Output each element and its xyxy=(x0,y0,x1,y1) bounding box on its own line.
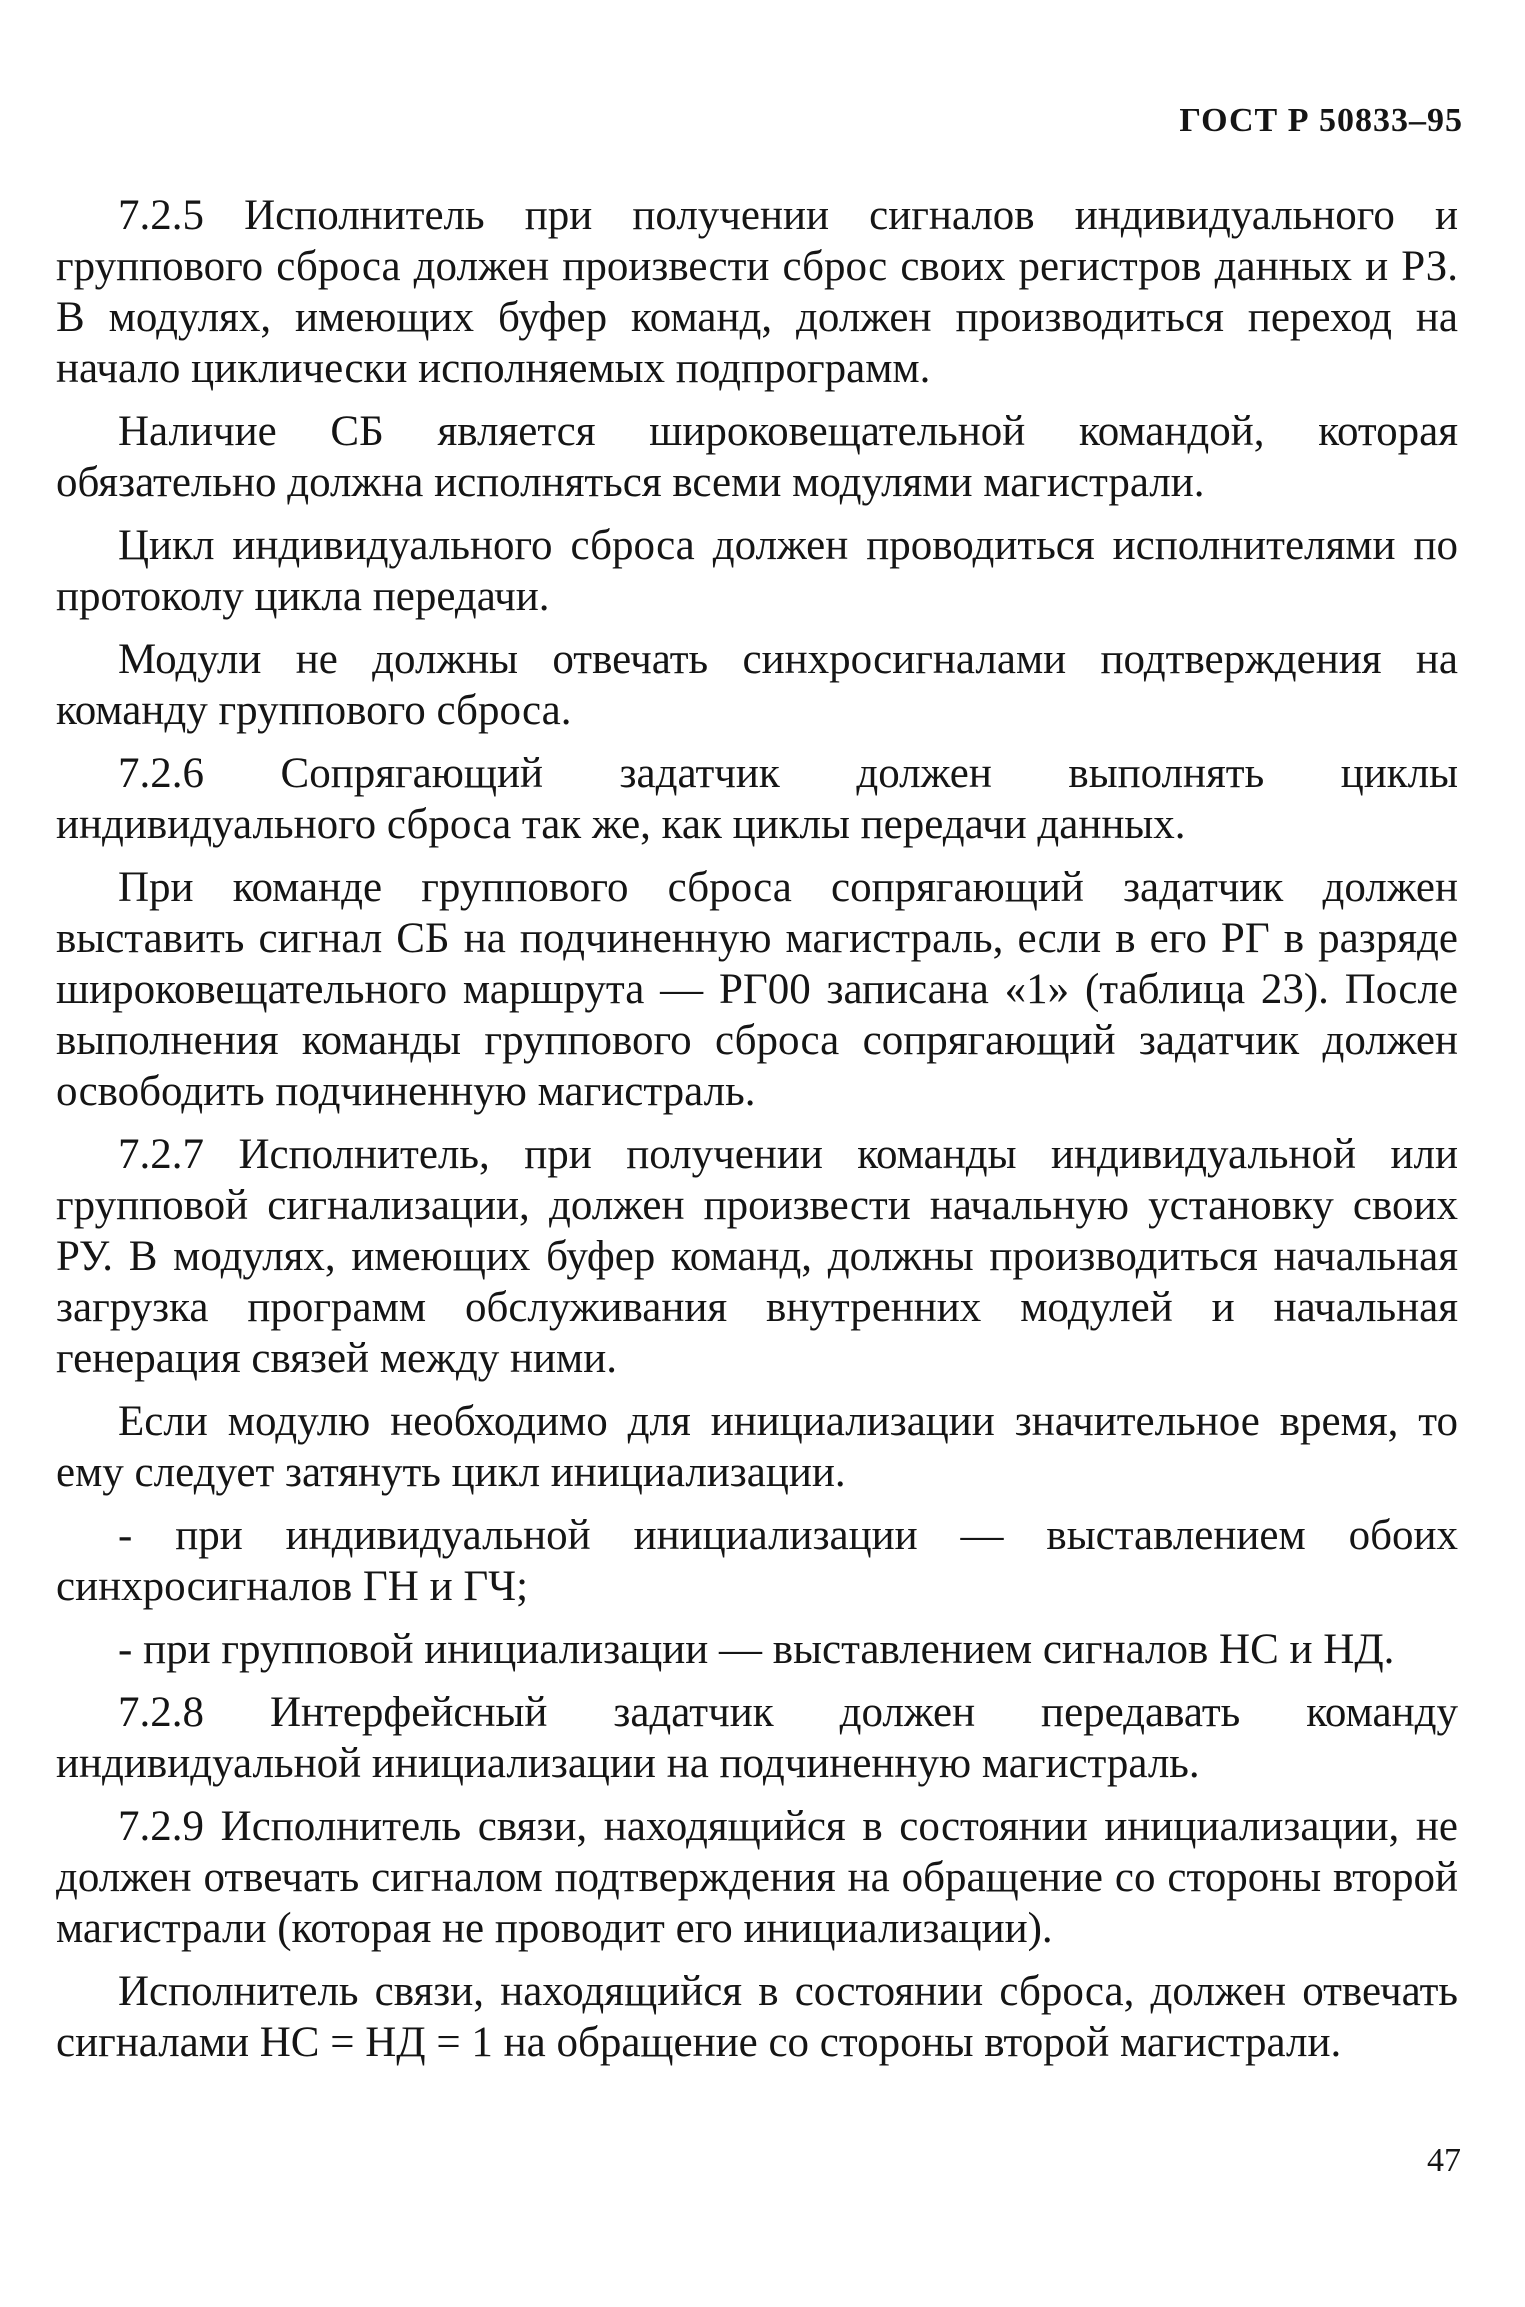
paragraph-7-2-7: 7.2.7 Исполнитель, при получении команды индивидуальной или групповой сигнализации, должен произвести начальную установку своих РУ. В модулях, имеющих буфер команд, должны производиться начальная загрузка программ обслуживания внутренних модулей и начальная генерация связей между ними. xyxy=(56,1131,1458,1382)
list-item-group-init: - при групповой инициализации — выставлением сигналов НС и НД. xyxy=(118,1626,1395,1673)
page-number: 47 xyxy=(1427,2142,1461,2179)
list-item-individual-init: - при индивидуальной инициализации — выставлением обоих синхросигналов ГН и ГЧ; xyxy=(56,1512,1458,1610)
paragraph-init-delay: Если модулю необходимо для инициализации значительное время, то ему следует затянуть цикл инициализации. xyxy=(56,1398,1458,1496)
paragraph-7-2-9: 7.2.9 Исполнитель связи, находящийся в состоянии инициализации, не должен отвечать сигналом подтверждения на обращение со стороны второй магистрали (которая не проводит его инициализации). xyxy=(56,1803,1458,1952)
paragraph-group-reset-interface: При команде группового сброса сопрягающий задатчик должен выставить сигнал СБ на подчиненную магистраль, если в его РГ в разряде широковещательного маршрута — РГ00 записана «1» (таблица 23). После выполнения команды группового сброса сопрягающий задатчик должен освободить подчиненную магистраль. xyxy=(56,864,1458,1115)
paragraph-7-2-6: 7.2.6 Сопрягающий задатчик должен выполнять циклы индивидуального сброса так же, как циклы передачи данных. xyxy=(56,750,1458,848)
paragraph-7-2-5: 7.2.5 Исполнитель при получении сигналов индивидуального и группового сброса должен произвести сброс своих регистров данных и РЗ. В модулях, имеющих буфер команд, должен производиться переход на начало циклически исполняемых подпрограмм. xyxy=(56,192,1458,392)
page-header: ГОСТ Р 50833–95 xyxy=(1179,102,1463,139)
paragraph-individual-reset-cycle: Цикл индивидуального сброса должен проводиться исполнителями по протоколу цикла передачи. xyxy=(56,522,1458,620)
paragraph-reset-state-response: Исполнитель связи, находящийся в состоянии сброса, должен отвечать сигналами НС = НД = 1 на обращение со стороны второй магистрали. xyxy=(56,1968,1458,2066)
paragraph-7-2-8: 7.2.8 Интерфейсный задатчик должен передавать команду индивидуальной инициализации на подчиненную магистраль. xyxy=(56,1689,1458,1787)
paragraph-broadcast-reset: Наличие СБ является широковещательной командой, которая обязательно должна исполняться всеми модулями магистрали. xyxy=(56,408,1458,506)
paragraph-group-reset-no-ack: Модули не должны отвечать синхросигналами подтверждения на команду группового сброса. xyxy=(56,636,1458,734)
document-body xyxy=(56,190,1458,2080)
